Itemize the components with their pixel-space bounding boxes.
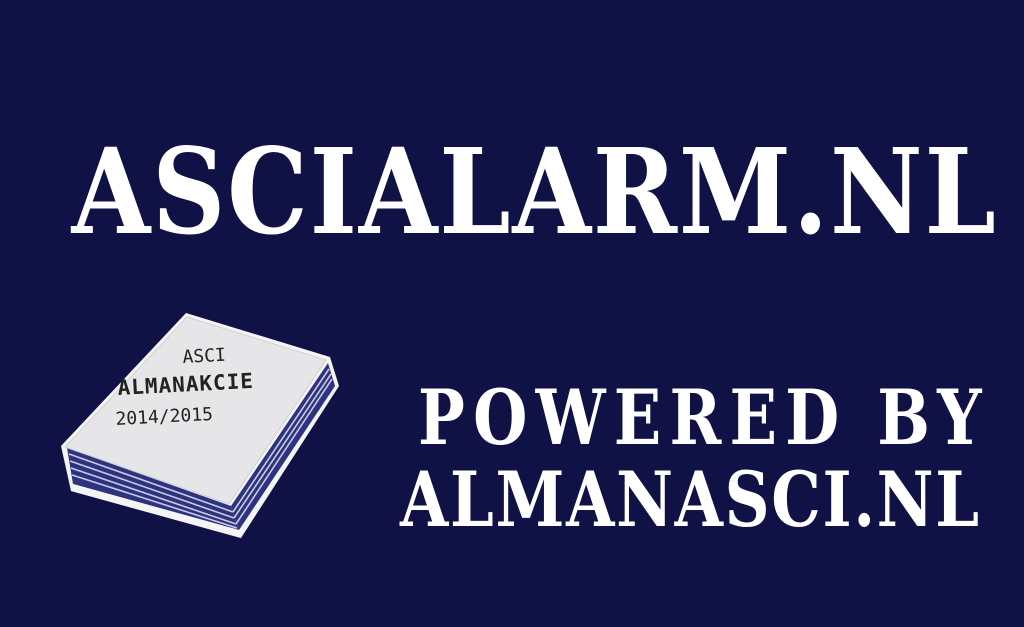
book-label-year: 2014/2015 xyxy=(115,403,214,430)
book-icon xyxy=(55,308,355,548)
book-illustration xyxy=(55,308,355,548)
book-label-asci: ASCI xyxy=(182,344,227,368)
powered-by-label: POWERED BY xyxy=(418,373,990,462)
site-title: ASCIALARM.NL xyxy=(71,122,998,261)
book-label-almanakcie: ALMANAKCIE xyxy=(117,368,255,400)
powered-by-block xyxy=(400,373,990,544)
powered-by-link[interactable]: ALMANASCI.NL xyxy=(400,455,981,544)
